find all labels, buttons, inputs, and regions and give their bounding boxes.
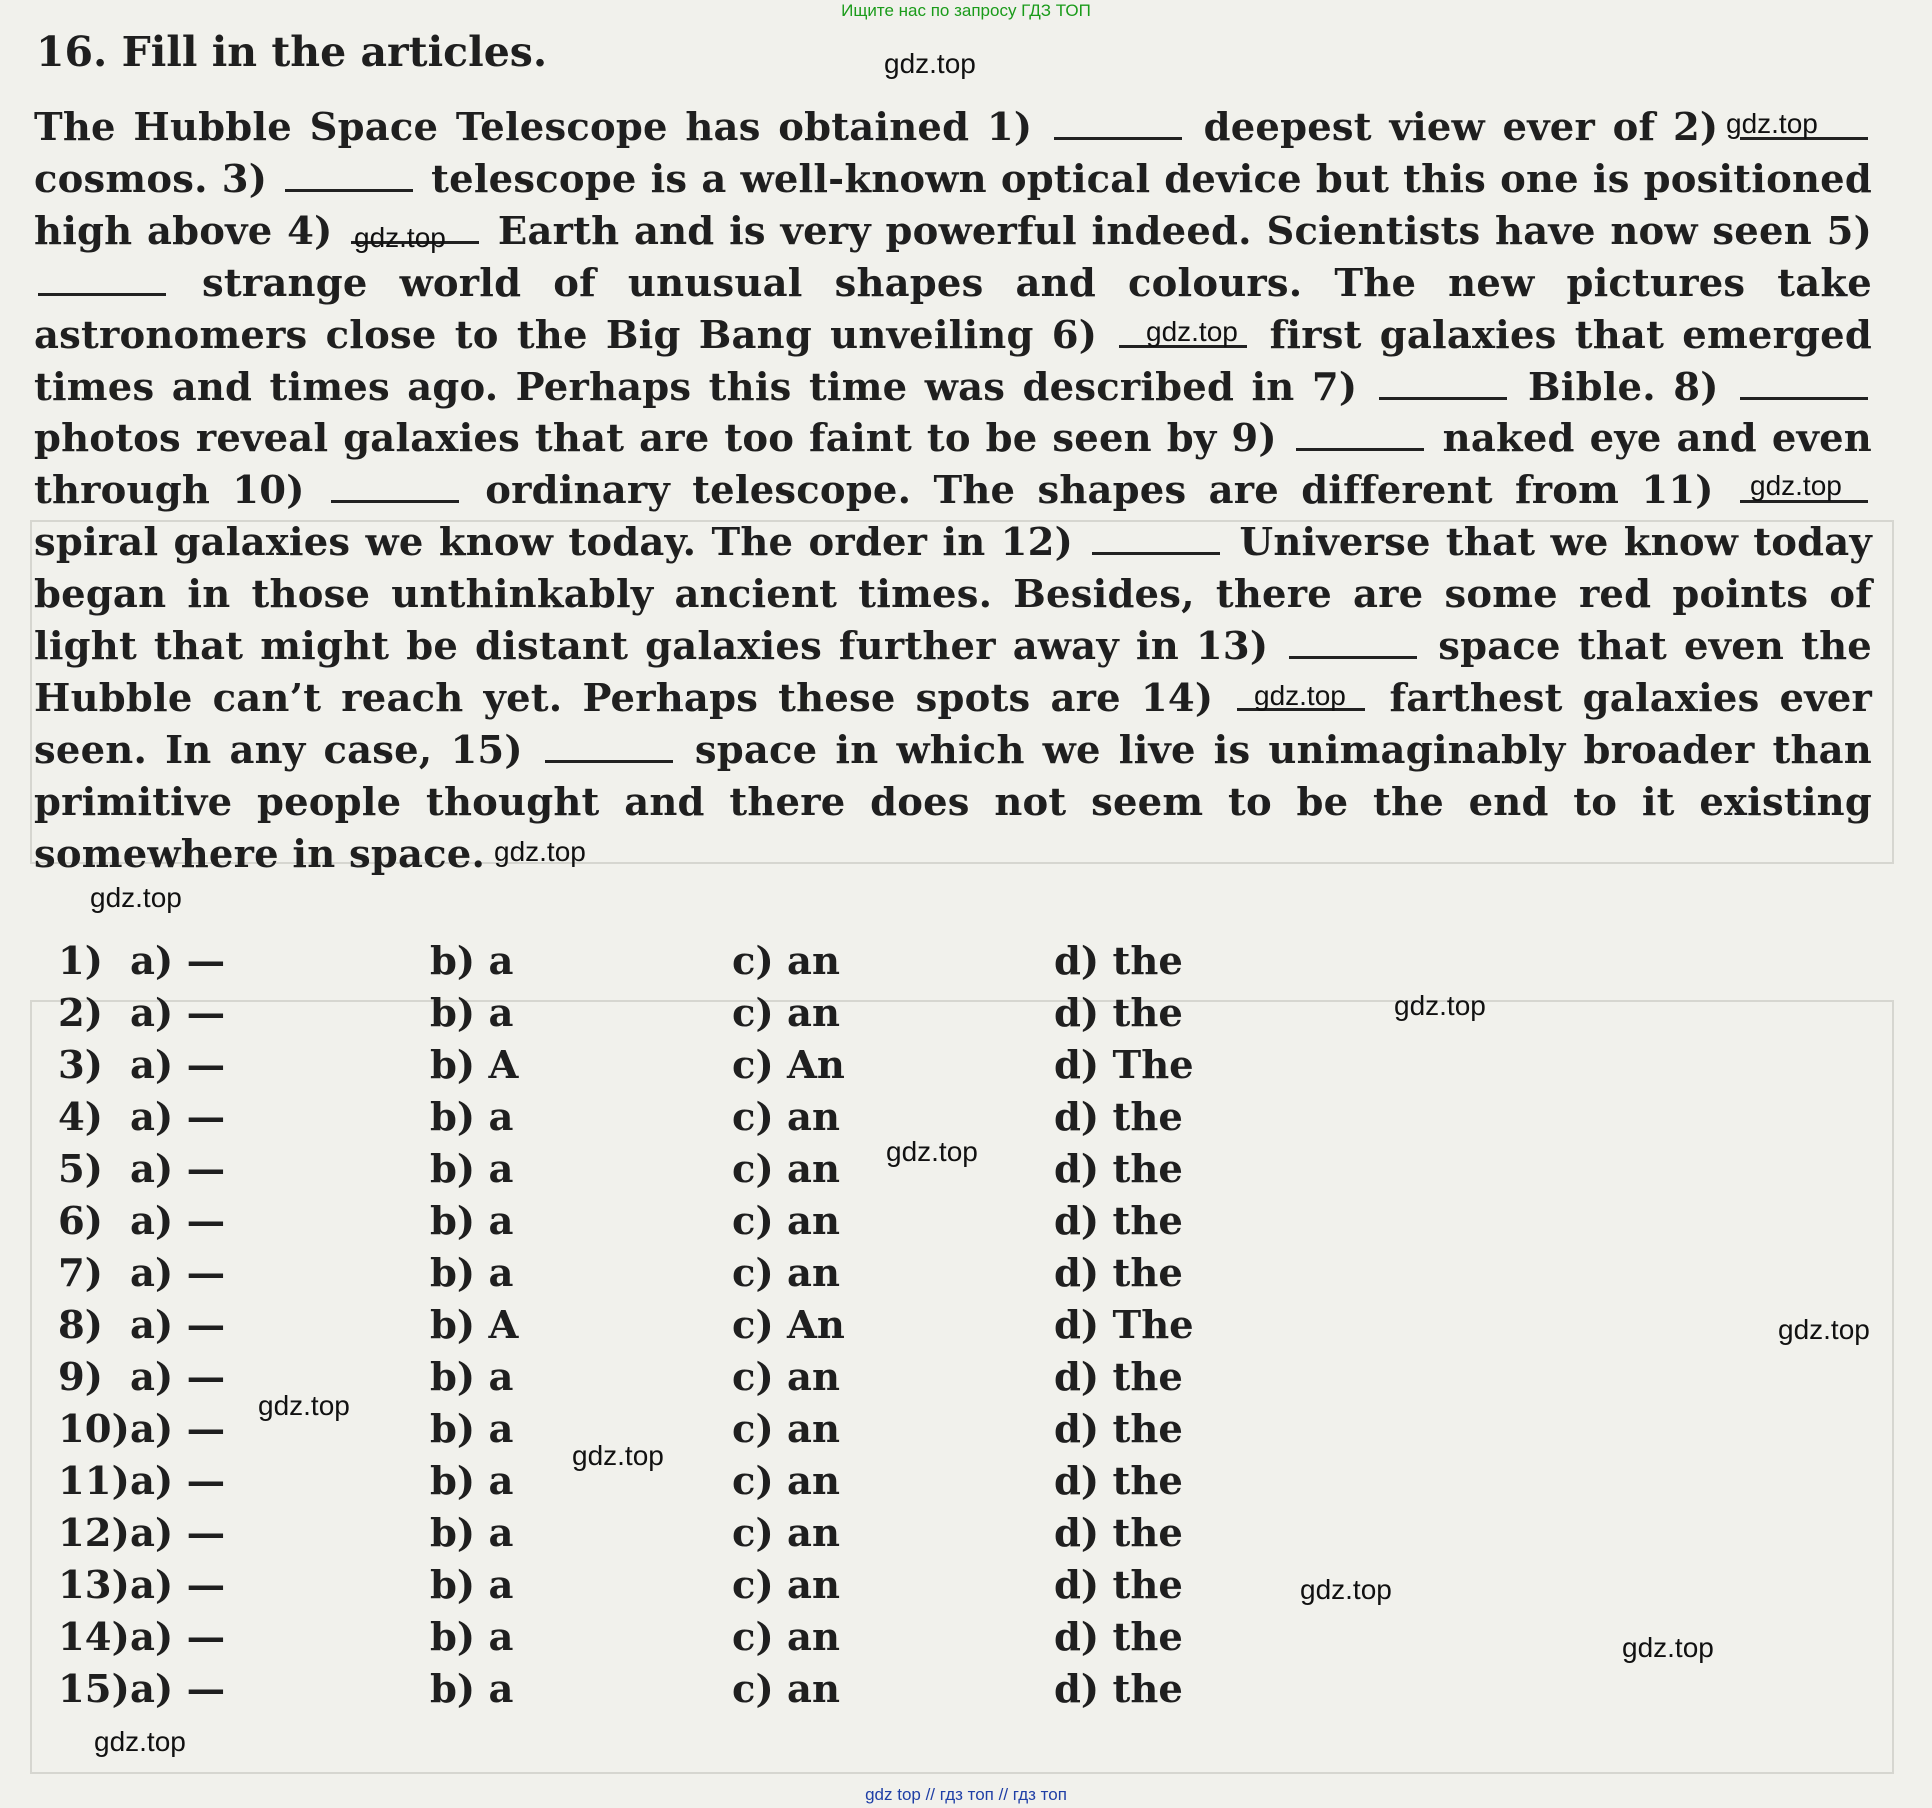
option-a[interactable]: a) — — [130, 1355, 226, 1400]
passage-text: space that even the Hubble can’t reach yet. Perhaps these spots are 14) — [34, 624, 1872, 721]
option-number: 4) — [58, 1095, 104, 1140]
option-row — [58, 1612, 1458, 1664]
option-b[interactable]: b) a — [430, 1615, 514, 1660]
watermark: gdz.top — [1750, 470, 1842, 501]
option-c[interactable]: c) an — [732, 1459, 840, 1504]
option-b[interactable]: b) a — [430, 1563, 514, 1608]
answer-blank[interactable] — [285, 159, 413, 192]
passage-text: first galaxies that emerged times and times ago. Perhaps this time was described in 7) — [34, 312, 1872, 410]
watermark: gdz.top — [884, 48, 976, 79]
option-b[interactable]: b) a — [430, 1355, 514, 1400]
option-c[interactable]: c) an — [732, 1251, 840, 1296]
option-c[interactable]: c) an — [732, 1095, 840, 1140]
option-row — [58, 1040, 1458, 1092]
option-number: 9) — [58, 1355, 104, 1400]
top-banner[interactable]: Ищите нас по запросу ГДЗ ТОП — [841, 1, 1091, 20]
option-d[interactable]: d) the — [1054, 991, 1183, 1036]
option-a[interactable]: a) — — [130, 1667, 226, 1712]
option-d[interactable]: d) the — [1054, 1667, 1183, 1712]
option-number: 1) — [58, 939, 104, 984]
answer-blank[interactable] — [545, 730, 673, 763]
passage-text: Universe that we know today began in those unthinkably ancient times. Besides, there are some red points of light that might be distant galaxies further away in 13) — [34, 520, 1872, 670]
exercise-title: 16. Fill in the articles. — [36, 28, 548, 76]
watermark: gdz.top — [94, 1726, 186, 1757]
option-d[interactable]: d) the — [1054, 1251, 1183, 1296]
option-row — [58, 988, 1458, 1040]
option-c[interactable]: c) an — [732, 1511, 840, 1556]
watermark: gdz.top — [354, 222, 446, 253]
watermark: gdz.top — [1394, 990, 1486, 1021]
passage-text: cosmos. 3) — [34, 156, 282, 202]
option-number: 7) — [58, 1251, 104, 1296]
option-number: 13) — [58, 1563, 130, 1608]
option-d[interactable]: d) the — [1054, 1407, 1183, 1452]
option-b[interactable]: b) a — [430, 1667, 514, 1712]
option-number: 11) — [58, 1459, 130, 1504]
passage-text: farthest galaxies ever seen. In any case, 15) — [34, 675, 1872, 773]
passage-text: space in which we live is unimaginably broader than primitive people thought and there does not seem to be the end to it existing somewhere in space. — [34, 727, 1872, 877]
answer-blank[interactable] — [1289, 626, 1417, 659]
option-c[interactable]: c) an — [732, 1615, 840, 1660]
passage-text: naked eye and even through 10) — [34, 416, 1872, 514]
option-d[interactable]: d) the — [1054, 939, 1183, 984]
option-c[interactable]: c) an — [732, 1147, 840, 1192]
option-row — [58, 1560, 1458, 1612]
option-a[interactable]: a) — — [130, 1563, 226, 1608]
option-c[interactable]: c) an — [732, 1407, 840, 1452]
watermark: gdz.top — [1300, 1574, 1392, 1605]
option-d[interactable]: d) the — [1054, 1095, 1183, 1140]
passage-text: The Hubble Space Telescope has obtained 1) — [34, 105, 1050, 150]
answer-options — [58, 936, 1458, 1716]
option-row — [58, 1300, 1458, 1352]
option-b[interactable]: b) a — [430, 1407, 514, 1452]
watermark: gdz.top — [90, 882, 182, 913]
passage-text: Earth and is very powerful indeed. Scientists have now seen 5) — [483, 208, 1872, 254]
watermark: gdz.top — [1146, 316, 1238, 347]
option-a[interactable]: a) — — [130, 1511, 226, 1556]
option-number: 8) — [58, 1303, 104, 1348]
option-b[interactable]: b) a — [430, 1459, 514, 1504]
option-c[interactable]: c) an — [732, 939, 840, 984]
option-c[interactable]: c) An — [732, 1303, 845, 1348]
passage-text: photos reveal galaxies that are too faint to be seen by 9) — [34, 416, 1292, 462]
passage-text: ordinary telescope. The shapes are different from 11) — [462, 468, 1736, 514]
option-d[interactable]: d) the — [1054, 1511, 1183, 1556]
option-c[interactable]: c) An — [732, 1043, 845, 1088]
bottom-banner[interactable]: gdz top // гдз топ // гдз топ — [865, 1785, 1067, 1804]
option-a[interactable]: a) — — [130, 1615, 226, 1660]
option-row — [58, 1248, 1458, 1300]
passage-text: strange world of unusual shapes and colours. The new pictures take astronomers close to the Big Bang unveiling 6) — [34, 260, 1872, 358]
option-d[interactable]: d) The — [1054, 1303, 1194, 1348]
option-b[interactable]: b) a — [430, 1199, 514, 1244]
option-b[interactable]: b) a — [430, 1095, 514, 1140]
option-d[interactable]: d) the — [1054, 1199, 1183, 1244]
option-number: 2) — [58, 991, 104, 1036]
answer-blank[interactable] — [1054, 107, 1182, 140]
answer-blank[interactable] — [1740, 367, 1868, 400]
passage-text: telescope is a well-known optical device but this one is positioned high above 4) — [34, 156, 1872, 254]
option-row — [58, 1144, 1458, 1196]
option-number: 10) — [58, 1407, 130, 1452]
option-c[interactable]: c) an — [732, 1199, 840, 1244]
option-b[interactable]: b) A — [430, 1043, 519, 1088]
answer-blank[interactable] — [1296, 418, 1424, 451]
option-c[interactable]: c) an — [732, 1355, 840, 1400]
watermark: gdz.top — [1622, 1632, 1714, 1663]
option-a[interactable]: a) — — [130, 1095, 226, 1140]
option-b[interactable]: b) a — [430, 1251, 514, 1296]
watermark: gdz.top — [572, 1440, 664, 1471]
option-c[interactable]: c) an — [732, 991, 840, 1036]
option-row — [58, 1664, 1458, 1716]
option-b[interactable]: b) a — [430, 939, 514, 984]
watermark: gdz.top — [494, 836, 586, 867]
option-a[interactable]: a) — — [130, 1199, 226, 1244]
option-a[interactable]: a) — — [130, 1407, 226, 1452]
option-a[interactable]: a) — — [130, 1043, 226, 1088]
exercise-passage — [34, 102, 1872, 881]
option-b[interactable]: b) A — [430, 1303, 519, 1348]
option-number: 3) — [58, 1043, 104, 1088]
option-d[interactable]: d) the — [1054, 1147, 1183, 1192]
option-a[interactable]: a) — — [130, 939, 226, 984]
watermark: gdz.top — [1778, 1314, 1870, 1345]
option-c[interactable]: c) an — [732, 1667, 840, 1712]
option-d[interactable]: d) The — [1054, 1043, 1194, 1088]
option-a[interactable]: a) — — [130, 991, 226, 1036]
option-b[interactable]: b) a — [430, 1147, 514, 1192]
option-a[interactable]: a) — — [130, 1459, 226, 1504]
watermark: gdz.top — [258, 1390, 350, 1421]
option-number: 6) — [58, 1199, 104, 1244]
option-number: 14) — [58, 1615, 130, 1660]
answer-blank[interactable] — [38, 263, 166, 296]
watermark: gdz.top — [1254, 680, 1346, 711]
answer-blank[interactable] — [1379, 367, 1507, 400]
option-d[interactable]: d) the — [1054, 1615, 1183, 1660]
passage-text: Bible. 8) — [1510, 364, 1736, 410]
option-row — [58, 1196, 1458, 1248]
option-b[interactable]: b) a — [430, 991, 514, 1036]
option-number: 12) — [58, 1511, 130, 1556]
option-d[interactable]: d) the — [1054, 1355, 1183, 1400]
option-a[interactable]: a) — — [130, 1303, 226, 1348]
watermark: gdz.top — [1726, 108, 1818, 139]
passage-text: deepest view ever of 2) — [1185, 105, 1737, 150]
option-row — [58, 1092, 1458, 1144]
passage-text: spiral galaxies we know today. The order in 12) — [34, 520, 1089, 566]
watermark: gdz.top — [886, 1136, 978, 1167]
option-c[interactable]: c) an — [732, 1563, 840, 1608]
answer-blank[interactable] — [1092, 522, 1220, 555]
option-row — [58, 1508, 1458, 1560]
answer-blank[interactable] — [331, 470, 459, 503]
option-d[interactable]: d) the — [1054, 1563, 1183, 1608]
option-row — [58, 1456, 1458, 1508]
option-row — [58, 936, 1458, 988]
option-d[interactable]: d) the — [1054, 1459, 1183, 1504]
option-number: 15) — [58, 1667, 130, 1712]
option-number: 5) — [58, 1147, 104, 1192]
option-a[interactable]: a) — — [130, 1147, 226, 1192]
option-a[interactable]: a) — — [130, 1251, 226, 1296]
option-b[interactable]: b) a — [430, 1511, 514, 1556]
